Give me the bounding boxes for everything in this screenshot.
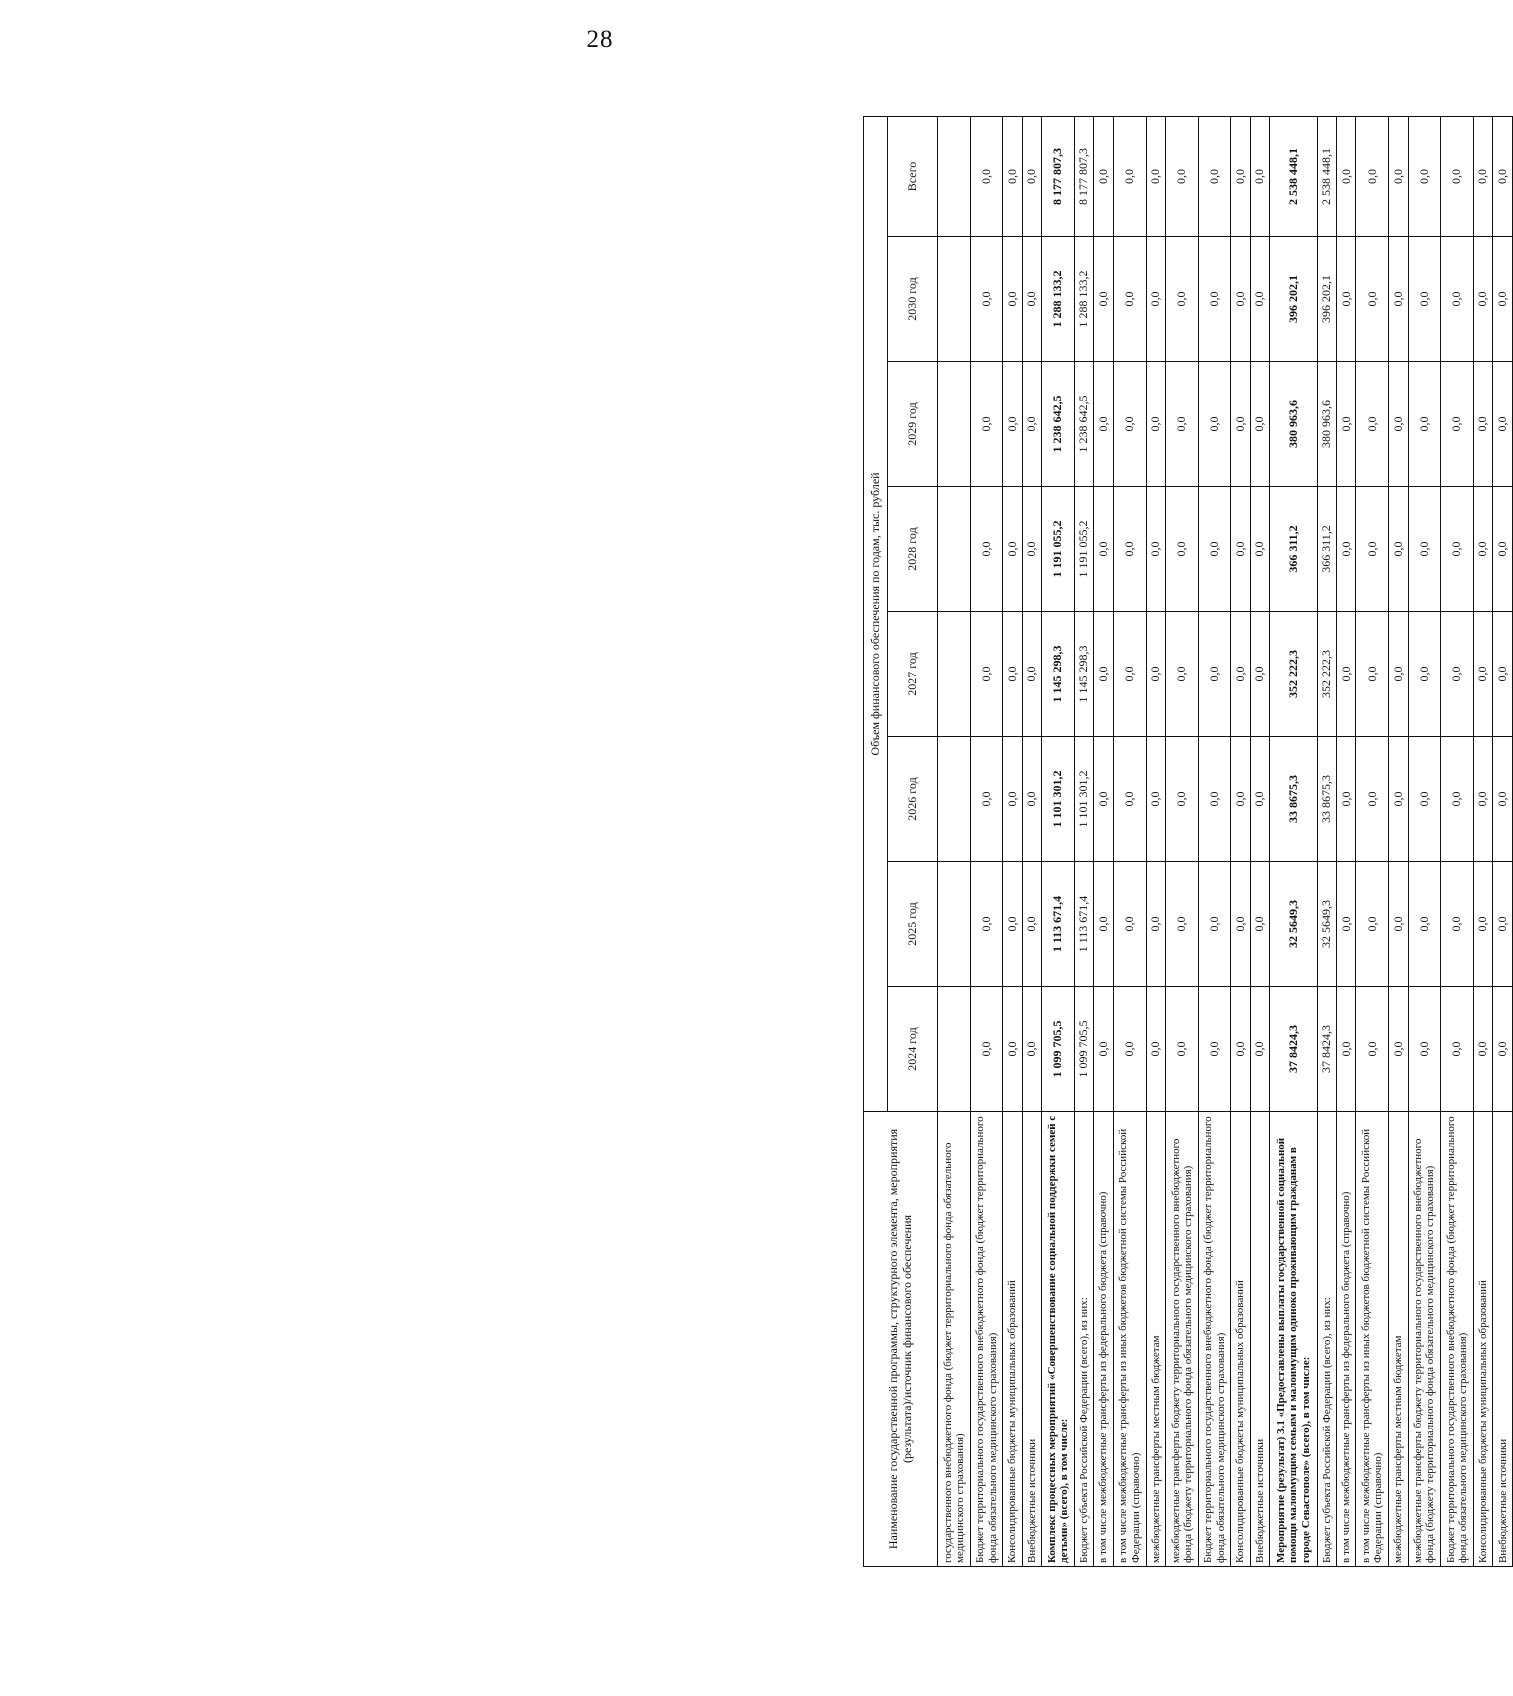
value-cell: 0,0 bbox=[1166, 237, 1199, 362]
value-cell: 0,0 bbox=[1146, 612, 1165, 737]
value-cell: 0,0 bbox=[1389, 612, 1408, 737]
row-label: в том числе межбюджетные трансферты из иных бюджетов бюджетной системы Российской Федерации (справочно) bbox=[1113, 1112, 1146, 1567]
value-cell: 0,0 bbox=[1166, 612, 1199, 737]
value-cell: 0,0 bbox=[1337, 362, 1356, 487]
value-cell: 0,0 bbox=[1493, 237, 1513, 362]
value-cell: 0,0 bbox=[970, 487, 1003, 612]
value-cell: 0,0 bbox=[1003, 487, 1022, 612]
value-cell: 0,0 bbox=[1389, 862, 1408, 987]
value-cell: 0,0 bbox=[1441, 237, 1474, 362]
row-label: Бюджет территориального государственного внебюджетного фонда (бюджет территориального фонда обязательного медицинского страхования) bbox=[1441, 1112, 1474, 1567]
table-row bbox=[970, 116, 1003, 1566]
value-cell: 0,0 bbox=[1146, 237, 1165, 362]
value-cell: 0,0 bbox=[1146, 987, 1165, 1112]
value-cell: 396 202,1 bbox=[1270, 237, 1317, 362]
value-cell: 0,0 bbox=[1003, 737, 1022, 862]
value-cell: 0,0 bbox=[1389, 987, 1408, 1112]
name-column-header: Наименование государственной программы, структурного элемента, мероприятия (результата)/источник финансового обеспечения bbox=[864, 1112, 938, 1567]
value-cell: 0,0 bbox=[1441, 487, 1474, 612]
value-cell: 0,0 bbox=[1231, 737, 1250, 862]
value-cell: 0,0 bbox=[970, 116, 1003, 236]
value-cell: 0,0 bbox=[1408, 737, 1441, 862]
value-cell: 0,0 bbox=[1473, 237, 1492, 362]
value-cell: 0,0 bbox=[1231, 987, 1250, 1112]
value-cell bbox=[938, 116, 971, 236]
row-label: Внебюджетные источники bbox=[1250, 1112, 1269, 1567]
value-cell: 0,0 bbox=[1231, 487, 1250, 612]
value-cell: 0,0 bbox=[1408, 487, 1441, 612]
value-cell: 0,0 bbox=[1022, 862, 1041, 987]
value-cell: 0,0 bbox=[1022, 612, 1041, 737]
row-label: межбюджетные трансферты бюджету территориального государственного внебюджетного фонда (бюджету территориального фонда обязательного медицинского страхования) bbox=[1408, 1112, 1441, 1567]
value-cell: 0,0 bbox=[1003, 362, 1022, 487]
value-cell: 0,0 bbox=[1356, 362, 1389, 487]
table-row bbox=[1146, 116, 1165, 1566]
value-cell: 0,0 bbox=[970, 237, 1003, 362]
table-row bbox=[1003, 116, 1022, 1566]
value-cell: 0,0 bbox=[1022, 987, 1041, 1112]
value-cell: 1 191 055,2 bbox=[1074, 487, 1093, 612]
value-cell: 0,0 bbox=[1166, 737, 1199, 862]
value-cell: 0,0 bbox=[1337, 987, 1356, 1112]
value-cell: 0,0 bbox=[1231, 612, 1250, 737]
value-cell: 37 8424,3 bbox=[1317, 987, 1336, 1112]
value-cell: 0,0 bbox=[970, 362, 1003, 487]
value-cell: 0,0 bbox=[1166, 862, 1199, 987]
value-cell: 380 963,6 bbox=[1270, 362, 1317, 487]
value-cell: 396 202,1 bbox=[1317, 237, 1336, 362]
value-cell bbox=[938, 862, 971, 987]
year-header: 2026 год bbox=[888, 737, 938, 862]
row-label: межбюджетные трансферты местным бюджетам bbox=[1146, 1112, 1165, 1567]
value-cell: 0,0 bbox=[1146, 862, 1165, 987]
value-cell: 380 963,6 bbox=[1317, 362, 1336, 487]
value-cell: 0,0 bbox=[1146, 362, 1165, 487]
row-label: Внебюджетные источники bbox=[1493, 1112, 1513, 1567]
value-cell: 366 311,2 bbox=[1270, 487, 1317, 612]
table-row bbox=[1231, 116, 1250, 1566]
value-cell: 0,0 bbox=[1473, 737, 1492, 862]
value-cell: 0,0 bbox=[1231, 362, 1250, 487]
value-cell: 0,0 bbox=[1094, 612, 1113, 737]
value-cell: 0,0 bbox=[1473, 612, 1492, 737]
value-cell: 0,0 bbox=[1146, 116, 1165, 236]
year-header: Всего bbox=[888, 116, 938, 236]
value-cell: 0,0 bbox=[1356, 237, 1389, 362]
row-label: в том числе межбюджетные трансферты из федерального бюджета (справочно) bbox=[1337, 1112, 1356, 1567]
value-cell: 0,0 bbox=[1166, 987, 1199, 1112]
row-label: Бюджет территориального государственного внебюджетного фонда (бюджет территориального фонда обязательного медицинского страхования) bbox=[970, 1112, 1003, 1567]
table-row bbox=[938, 116, 971, 1566]
table-row bbox=[1022, 116, 1041, 1566]
table-row bbox=[1356, 116, 1389, 1566]
table-row bbox=[1113, 116, 1146, 1566]
value-cell: 32 5649,3 bbox=[1270, 862, 1317, 987]
value-cell: 0,0 bbox=[1493, 362, 1513, 487]
value-cell: 0,0 bbox=[1250, 362, 1269, 487]
value-cell: 0,0 bbox=[1166, 116, 1199, 236]
value-cell: 0,0 bbox=[1441, 612, 1474, 737]
value-cell: 0,0 bbox=[1022, 362, 1041, 487]
value-cell: 0,0 bbox=[1113, 737, 1146, 862]
value-cell: 0,0 bbox=[1356, 612, 1389, 737]
value-cell: 0,0 bbox=[1231, 237, 1250, 362]
value-cell: 0,0 bbox=[1337, 737, 1356, 862]
value-cell: 1 145 298,3 bbox=[1042, 612, 1075, 737]
value-cell: 1 113 671,4 bbox=[1042, 862, 1075, 987]
financing-table bbox=[863, 116, 1513, 1567]
table-row bbox=[1198, 116, 1231, 1566]
financing-table-container bbox=[863, 117, 1513, 1567]
value-cell: 0,0 bbox=[1356, 987, 1389, 1112]
value-cell: 0,0 bbox=[1408, 987, 1441, 1112]
value-cell: 1 101 301,2 bbox=[1074, 737, 1093, 862]
value-cell: 0,0 bbox=[1389, 737, 1408, 862]
value-cell: 0,0 bbox=[1113, 362, 1146, 487]
row-label: государственного внебюджетного фонда (бюджет территориального фонда обязательного медицинского страхования) bbox=[938, 1112, 971, 1567]
value-cell: 0,0 bbox=[1337, 237, 1356, 362]
value-cell: 0,0 bbox=[1356, 862, 1389, 987]
value-cell: 0,0 bbox=[1022, 237, 1041, 362]
value-cell: 32 5649,3 bbox=[1317, 862, 1336, 987]
value-cell: 0,0 bbox=[1094, 737, 1113, 862]
table-row bbox=[1473, 116, 1492, 1566]
table-row bbox=[1042, 116, 1075, 1566]
row-label: Бюджет субъекта Российской Федерации (всего), из них: bbox=[1317, 1112, 1336, 1567]
value-cell: 0,0 bbox=[1493, 987, 1513, 1112]
value-cell: 0,0 bbox=[1113, 987, 1146, 1112]
value-cell: 366 311,2 bbox=[1317, 487, 1336, 612]
value-cell: 352 222,3 bbox=[1270, 612, 1317, 737]
value-cell: 0,0 bbox=[1166, 487, 1199, 612]
value-cell: 0,0 bbox=[1250, 237, 1269, 362]
value-cell: 0,0 bbox=[1250, 862, 1269, 987]
value-cell: 0,0 bbox=[970, 612, 1003, 737]
value-cell: 0,0 bbox=[1250, 987, 1269, 1112]
row-label: Консолидированные бюджеты муниципальных образований bbox=[1473, 1112, 1492, 1567]
value-cell: 1 101 301,2 bbox=[1042, 737, 1075, 862]
value-cell: 0,0 bbox=[1198, 487, 1231, 612]
value-cell: 0,0 bbox=[1250, 116, 1269, 236]
year-header: 2030 год bbox=[888, 237, 938, 362]
row-label: в том числе межбюджетные трансферты из иных бюджетов бюджетной системы Российской Федерации (справочно) bbox=[1356, 1112, 1389, 1567]
table-row bbox=[1337, 116, 1356, 1566]
value-cell: 0,0 bbox=[1250, 487, 1269, 612]
value-cell: 0,0 bbox=[1473, 862, 1492, 987]
value-cell: 0,0 bbox=[1473, 116, 1492, 236]
value-cell: 0,0 bbox=[1113, 487, 1146, 612]
value-cell: 0,0 bbox=[1022, 116, 1041, 236]
value-cell bbox=[938, 237, 971, 362]
value-cell: 0,0 bbox=[1094, 487, 1113, 612]
value-cell: 0,0 bbox=[1094, 362, 1113, 487]
year-header: 2028 год bbox=[888, 487, 938, 612]
table-row bbox=[1408, 116, 1441, 1566]
value-cell: 1 238 642,5 bbox=[1074, 362, 1093, 487]
row-label: Бюджет субъекта Российской Федерации (всего), из них: bbox=[1074, 1112, 1093, 1567]
value-cell: 0,0 bbox=[1493, 487, 1513, 612]
value-cell: 0,0 bbox=[1022, 737, 1041, 862]
value-cell: 0,0 bbox=[1356, 487, 1389, 612]
value-cell: 0,0 bbox=[1113, 862, 1146, 987]
page-number: 28 bbox=[586, 26, 614, 53]
table-row bbox=[1270, 116, 1317, 1566]
value-cell: 0,0 bbox=[1493, 862, 1513, 987]
value-cell: 0,0 bbox=[1166, 362, 1199, 487]
value-cell: 0,0 bbox=[1022, 487, 1041, 612]
value-cell: 0,0 bbox=[1356, 116, 1389, 236]
value-cell: 0,0 bbox=[1337, 116, 1356, 236]
value-cell bbox=[938, 737, 971, 862]
value-cell: 0,0 bbox=[1198, 116, 1231, 236]
value-cell: 8 177 807,3 bbox=[1042, 116, 1075, 236]
value-cell: 0,0 bbox=[970, 737, 1003, 862]
value-cell: 0,0 bbox=[1441, 987, 1474, 1112]
row-label: Внебюджетные источники bbox=[1022, 1112, 1041, 1567]
row-label: Мероприятие (результат) 3.1 «Предоставлены выплаты государственной социальной помощи малоимущим семьям и малоимущим одиноко проживающим гражданам в городе Севастополе» (всего), в том числе: bbox=[1270, 1112, 1317, 1567]
value-cell: 1 113 671,4 bbox=[1074, 862, 1093, 987]
value-cell: 0,0 bbox=[1408, 116, 1441, 236]
value-cell bbox=[938, 987, 971, 1112]
table-row bbox=[1441, 116, 1474, 1566]
row-label: Бюджет территориального государственного внебюджетного фонда (бюджет территориального фонда обязательного медицинского страхования) bbox=[1198, 1112, 1231, 1567]
value-cell: 0,0 bbox=[1389, 487, 1408, 612]
value-cell: 1 288 133,2 bbox=[1074, 237, 1093, 362]
value-cell: 0,0 bbox=[1389, 362, 1408, 487]
value-cell: 352 222,3 bbox=[1317, 612, 1336, 737]
row-label: межбюджетные трансферты бюджету территориального государственного внебюджетного фонда (бюджету территориального фонда обязательного медицинского страхования) bbox=[1166, 1112, 1199, 1567]
value-cell: 0,0 bbox=[1408, 612, 1441, 737]
row-label: в том числе межбюджетные трансферты из федерального бюджета (справочно) bbox=[1094, 1112, 1113, 1567]
value-cell: 0,0 bbox=[1408, 862, 1441, 987]
value-cell: 0,0 bbox=[1441, 862, 1474, 987]
value-cell: 0,0 bbox=[1113, 116, 1146, 236]
value-cell: 0,0 bbox=[1250, 612, 1269, 737]
value-cell: 2 538 448,1 bbox=[1317, 116, 1336, 236]
year-header: 2027 год bbox=[888, 612, 938, 737]
table-row bbox=[1389, 116, 1408, 1566]
value-cell: 0,0 bbox=[1231, 862, 1250, 987]
row-label: Консолидированные бюджеты муниципальных образований bbox=[1231, 1112, 1250, 1567]
value-cell: 0,0 bbox=[1094, 862, 1113, 987]
value-cell: 0,0 bbox=[1250, 737, 1269, 862]
value-cell: 0,0 bbox=[1198, 862, 1231, 987]
value-cell: 0,0 bbox=[1337, 612, 1356, 737]
row-label: Консолидированные бюджеты муниципальных образований bbox=[1003, 1112, 1022, 1567]
value-cell: 1 145 298,3 bbox=[1074, 612, 1093, 737]
table-row bbox=[1250, 116, 1269, 1566]
value-cell: 0,0 bbox=[1198, 987, 1231, 1112]
value-cell: 0,0 bbox=[1003, 862, 1022, 987]
value-cell: 33 8675,3 bbox=[1270, 737, 1317, 862]
value-cell: 0,0 bbox=[1408, 362, 1441, 487]
table-row bbox=[1166, 116, 1199, 1566]
table-row bbox=[1074, 116, 1093, 1566]
table-row bbox=[1094, 116, 1113, 1566]
value-cell: 0,0 bbox=[1493, 737, 1513, 862]
value-cell bbox=[938, 362, 971, 487]
value-cell: 0,0 bbox=[1094, 116, 1113, 236]
value-cell: 37 8424,3 bbox=[1270, 987, 1317, 1112]
value-cell: 0,0 bbox=[1003, 987, 1022, 1112]
value-cell: 0,0 bbox=[1473, 987, 1492, 1112]
value-cell: 0,0 bbox=[1337, 487, 1356, 612]
value-cell: 0,0 bbox=[1493, 612, 1513, 737]
value-cell: 0,0 bbox=[1094, 987, 1113, 1112]
value-cell: 0,0 bbox=[1003, 612, 1022, 737]
value-cell: 33 8675,3 bbox=[1317, 737, 1336, 862]
table-row bbox=[1493, 116, 1513, 1566]
value-cell: 0,0 bbox=[1003, 116, 1022, 236]
value-cell: 0,0 bbox=[1356, 737, 1389, 862]
value-cell: 0,0 bbox=[1441, 362, 1474, 487]
year-header: 2024 год bbox=[888, 987, 938, 1112]
value-cell: 0,0 bbox=[1493, 116, 1513, 236]
value-cell: 0,0 bbox=[1337, 862, 1356, 987]
table-row bbox=[1317, 116, 1336, 1566]
value-cell: 0,0 bbox=[1146, 737, 1165, 862]
value-cell: 1 288 133,2 bbox=[1042, 237, 1075, 362]
value-cell: 0,0 bbox=[1389, 116, 1408, 236]
value-cell: 0,0 bbox=[1198, 237, 1231, 362]
value-cell: 0,0 bbox=[970, 987, 1003, 1112]
value-cell: 2 538 448,1 bbox=[1270, 116, 1317, 236]
value-cell: 0,0 bbox=[1473, 362, 1492, 487]
year-header: 2025 год bbox=[888, 862, 938, 987]
value-cell: 0,0 bbox=[1094, 237, 1113, 362]
value-cell: 0,0 bbox=[1198, 612, 1231, 737]
value-cell bbox=[938, 487, 971, 612]
value-cell: 8 177 807,3 bbox=[1074, 116, 1093, 236]
value-cell: 0,0 bbox=[1003, 237, 1022, 362]
value-cell: 0,0 bbox=[1473, 487, 1492, 612]
value-cell: 0,0 bbox=[1441, 116, 1474, 236]
value-cell: 0,0 bbox=[1198, 362, 1231, 487]
volume-header: Объем финансового обеспечения по годам, тыс. рублей bbox=[864, 116, 888, 1111]
value-cell: 0,0 bbox=[1198, 737, 1231, 862]
value-cell: 0,0 bbox=[1113, 237, 1146, 362]
value-cell bbox=[938, 612, 971, 737]
value-cell: 0,0 bbox=[1146, 487, 1165, 612]
value-cell: 0,0 bbox=[1408, 237, 1441, 362]
year-header: 2029 год bbox=[888, 362, 938, 487]
value-cell: 1 191 055,2 bbox=[1042, 487, 1075, 612]
value-cell: 0,0 bbox=[1113, 612, 1146, 737]
row-label: Комплекс процессных мероприятий «Совершенствование социальной поддержки семей с детьми» (всего), в том числе: bbox=[1042, 1112, 1075, 1567]
value-cell: 0,0 bbox=[1389, 237, 1408, 362]
value-cell: 1 099 705,5 bbox=[1042, 987, 1075, 1112]
value-cell: 1 238 642,5 bbox=[1042, 362, 1075, 487]
value-cell: 0,0 bbox=[970, 862, 1003, 987]
value-cell: 0,0 bbox=[1231, 116, 1250, 236]
row-label: межбюджетные трансферты местным бюджетам bbox=[1389, 1112, 1408, 1567]
value-cell: 1 099 705,5 bbox=[1074, 987, 1093, 1112]
value-cell: 0,0 bbox=[1441, 737, 1474, 862]
